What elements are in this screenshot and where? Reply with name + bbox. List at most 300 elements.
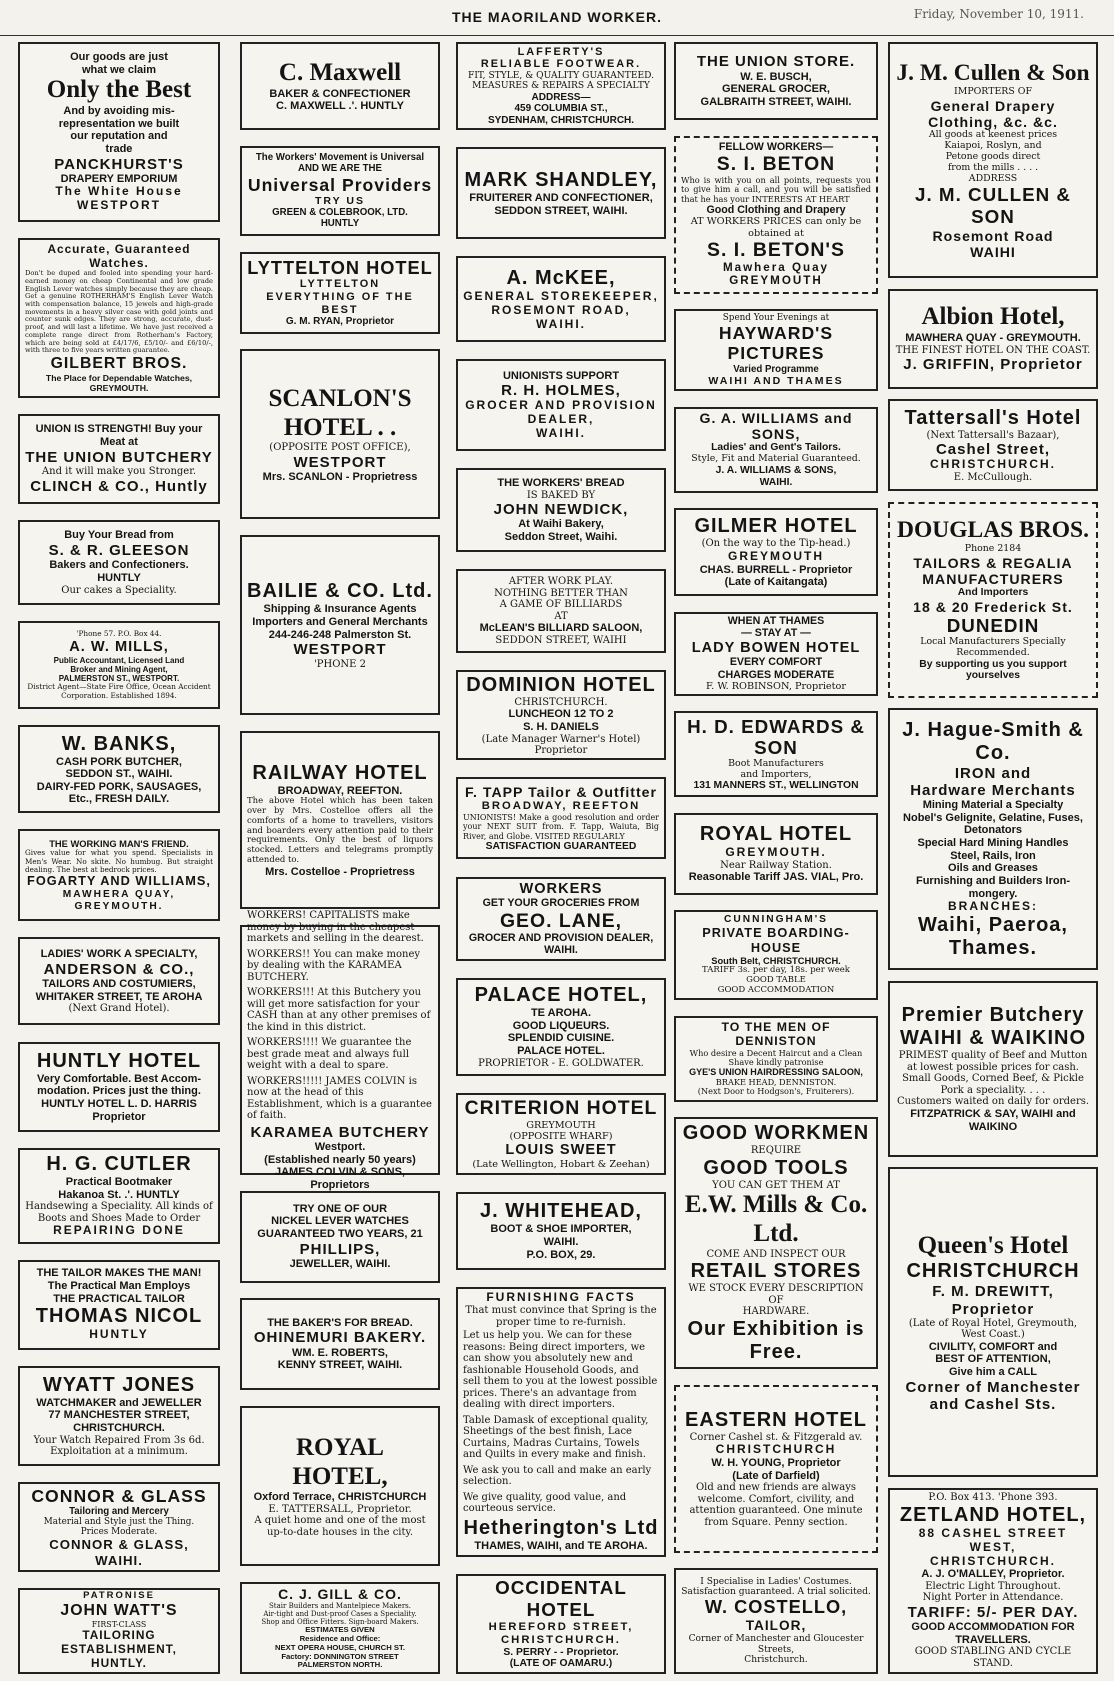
ad-text-line: H. D. EDWARDS & SON — [687, 715, 865, 759]
advertisement-tattersall — [888, 399, 1098, 491]
ad-text-line: G. M. RYAN, Proprietor — [285, 316, 395, 328]
ad-text-line: FURNISHING FACTS — [486, 1290, 636, 1305]
ad-text-line: The above Hotel which has been taken over by Mrs. Costelloe offers all the comforts of a home to travellers, visitors and boarders every attention paid to their requirements. Only the best of liquors stocked. Letters and telegrams promptly attended to. — [247, 796, 433, 865]
ad-body-text: Let us help you. We can for these reasons: Being direct importers, we can show you absolutely new and fashionable Household Goods, and sell them to you at the lowest possible prices. There's an advantage from dealing with direct importers. — [463, 1330, 658, 1411]
ad-text-line: TARIFF: 5/- PER DAY. — [907, 1603, 1079, 1621]
advertisement-nicol — [18, 1260, 220, 1350]
ad-text-line: ESTIMATES GIVEN — [305, 1624, 375, 1634]
advertisement-lafferty — [456, 42, 666, 130]
ad-text-line: And by avoiding mis- representation we built our reputation and trade — [58, 104, 180, 155]
advertisement-lady-bowen — [674, 612, 878, 696]
advertisement-karamea — [240, 910, 440, 1191]
ad-text-line: REPAIRING DONE — [53, 1223, 185, 1238]
ad-text-line: Stair Builders and Mantelpiece Makers. Air-tight and Dust-proof Cases a Speciality. Shop and Office Fitters. Sign-board Makers. — [261, 1601, 419, 1626]
ad-text-line: CIVILITY, COMFORT and BEST OF ATTENTION, Give him a CALL — [928, 1340, 1058, 1379]
ad-text-line: All goods at keenest prices — [928, 129, 1058, 141]
ad-text-line: FIRST-CLASS — [91, 1620, 147, 1630]
ad-text-line: Gives value for what you spend. Specialists in Men's Wear. No skite. No humbug. But straight dealing. The best at bedrock prices. — [25, 848, 213, 874]
ad-text-line: J. WHITEHEAD, — [480, 1200, 642, 1223]
advertisement-cullen — [888, 42, 1098, 278]
advertisement-palace — [456, 978, 666, 1076]
ad-text-line: A. W. MILLS, — [69, 638, 169, 655]
ad-text-line: And it will make you Stronger. — [41, 466, 197, 478]
ad-text-line: BROADWAY, REEFTON — [481, 800, 641, 813]
ad-text-line: CHRISTCHURCH. — [514, 696, 608, 708]
ad-text-line: S. H. DANIELS — [523, 721, 599, 734]
ad-text-line: TAILORS AND COSTUMIERS, WHITAKER STREET, TE AROHA — [35, 977, 203, 1003]
ad-text-line: The Place for Dependable Watches, GREYMOUTH. — [45, 373, 193, 394]
advertisement-mclean — [456, 569, 666, 653]
ad-text-line: HAYWARD'S PICTURES — [718, 323, 834, 364]
ad-text-line: GILBERT BROS. — [50, 355, 188, 373]
advertisement-huntly-hotel — [18, 1042, 220, 1132]
ad-text-line: Tailoring and Mercery — [69, 1506, 169, 1518]
ad-text-line: S. I. BETON'S — [707, 238, 845, 261]
ad-text-line: GILMER HOTEL — [694, 515, 858, 538]
ad-text-line: TE AROHA. — [530, 1007, 592, 1020]
ad-text-line: S. PERRY - - Proprietor. (LATE OF OAMARU.) — [503, 1646, 619, 1670]
ad-text-line: THAMES, WAIHI, and TE AROHA. — [474, 1539, 648, 1552]
advertisement-tapp — [456, 777, 666, 859]
ad-text-line: UNIONISTS! Make a good resolution and order your NEXT SUIT from. F. Tapp, Waiuta, Big River, and Globe. VISITED REGULARLY — [463, 813, 659, 841]
ad-text-line: EVERY COMFORT CHARGES MODERATE — [717, 656, 835, 681]
ad-text-line: Who desire a Decent Haircut and a Clean Shave kindly patronise — [689, 1047, 863, 1068]
ad-text-line: REQUIRE — [750, 1145, 802, 1157]
ad-text-line: FOGARTY AND WILLIAMS, — [27, 873, 211, 889]
ad-text-line: THE TAILOR MAKES THE MAN! — [36, 1267, 202, 1280]
ad-text-line: GOOD STABLING AND CYCLE STAND. — [914, 1646, 1072, 1669]
advertisement-douglas — [888, 502, 1098, 698]
ad-text-line: W. E. BUSCH, GENERAL GROCER, GALBRAITH STREET, WAIHI. — [700, 70, 852, 108]
advertisement-williams — [674, 407, 878, 493]
advertisement-providers — [240, 146, 440, 236]
ad-text-line: P.O. Box 413. 'Phone 393. — [928, 1492, 1058, 1504]
ad-text-line: UNIONISTS SUPPORT — [502, 369, 620, 382]
advertisement-ohinemuri — [240, 1298, 440, 1390]
advertisement-dominion — [456, 670, 666, 760]
ad-text-line: GROCER AND PROVISION DEALER, WAIHI. — [468, 931, 654, 957]
advertisement-hague — [888, 708, 1098, 970]
ad-text-line: The White House WESTPORT — [55, 184, 183, 213]
ad-text-line: Kaiapoi, Roslyn, and Petone goods direct from the mills . . . . — [944, 140, 1042, 173]
ad-text-line: GET YOUR GROCERIES FROM — [482, 897, 640, 910]
advertisement-mills — [18, 621, 220, 709]
ad-text-line: GREYMOUTH. — [725, 845, 827, 860]
ad-text-line: 'Phone 57. P.O. Box 44. — [76, 629, 162, 639]
ad-text-line: Cashel Street, — [935, 441, 1051, 459]
ad-text-line: CHRISTCHURCH. — [930, 457, 1056, 472]
ad-text-line: WAIHI AND THAMES — [708, 374, 844, 387]
ad-text-line: TAILORING ESTABLISHMENT, HUNTLY. — [61, 1628, 177, 1670]
ad-body-text: WORKERS!!! At this Butchery you will get more satisfaction for your CASH than at any other premises of the kind in this district. — [247, 987, 431, 1033]
ad-text-line: Rosemont Road WAIHI — [932, 227, 1054, 260]
ad-text-line: Public Accountant, Licensed Land Broker and Mining Agent, PALMERSTON ST., WESTPORT. — [53, 655, 185, 684]
ad-text-line: PRIMEST quality of Beef and Mutton at lowest possible prices for cash. Small Goods, Corned Beef, & Pickle Pork a speciality. . . . — [898, 1050, 1088, 1096]
ad-text-line: Your Watch Repaired From 3s 6d. Exploitation at a minimum. — [33, 1434, 205, 1458]
advertisement-anderson — [18, 937, 220, 1025]
ad-text-line: ANDERSON & CO., — [43, 960, 195, 978]
issue-date: Friday, November 10, 1911. — [913, 7, 1084, 21]
ad-text-line: WE STOCK EVERY DESCRIPTION OF HARDWARE. — [688, 1283, 864, 1318]
ad-text-line: Buy Your Bread from — [64, 529, 174, 542]
ad-text-line: TAILOR, — [745, 1618, 807, 1634]
ad-text-line: HEREFORD STREET, CHRISTCHURCH. — [488, 1620, 634, 1646]
advertisement-lane — [456, 877, 666, 961]
ad-text-line: CONNOR & GLASS — [31, 1485, 207, 1506]
column-3 — [456, 42, 666, 1674]
ad-text-line: BAKER & CONFECTIONER — [269, 87, 411, 100]
ad-text-line: CLINCH & CO., Huntly — [30, 477, 208, 495]
ad-text-line: Westport. (Established nearly 50 years) JAMES COLVIN & SONS, Proprietors — [264, 1140, 416, 1191]
ad-text-line: WATCHMAKER and JEWELLER 77 MANCHESTER STREET, CHRISTCHURCH. — [36, 1396, 202, 1434]
ad-text-line: Mining Material a Specialty Nobel's Gelignite, Gelatine, Fuses, Detonators Special Hard Mining Handles Steel, Rails, Iron Oils and Greases Furnishing and Builders Iron- mongery. — [903, 799, 1083, 900]
ad-text-line: THOMAS NICOL — [35, 1305, 203, 1328]
ad-text-line: FRUITERER AND CONFECTIONER, SEDDON STREET, WAIHI. — [469, 191, 653, 217]
ad-text-line: The Practical Man Employs THE PRACTICAL TAILOR — [47, 1279, 191, 1305]
ad-text-line: ADDRESS— 459 COLUMBIA ST., SYDENHAM, CHRISTCHURCH. — [487, 91, 635, 126]
ad-text-line: Premier Butchery WAIHI & WAIKINO — [899, 1004, 1087, 1050]
ad-text-line: IS BAKED BY — [526, 489, 596, 501]
ad-text-line: Who is with you on all points, requests you to give him a call, and you will be satisfied that he has your INTERESTS AT HEART — [681, 174, 871, 204]
ad-text-line: UNION IS STRENGTH! Buy your Meat at — [35, 423, 203, 449]
ad-text-line: The Workers' Movement is Universal AND WE ARE THE — [255, 152, 425, 175]
ad-text-line: J. M. Cullen & Son — [896, 60, 1090, 87]
ad-text-line: Customers waited on daily for orders. — [896, 1096, 1090, 1108]
column-4 — [674, 42, 878, 1674]
ad-text-line: Boot Manufacturers and Importers, — [728, 757, 824, 780]
ad-text-line: (OPPOSITE POST OFFICE), — [269, 442, 411, 454]
ad-text-line: GYE'S UNION HAIRDRESSING SALOON, — [689, 1067, 863, 1078]
ad-text-line: DOMINION HOTEL — [466, 673, 656, 696]
ad-text-line: JOHN NEWDICK, — [493, 501, 629, 519]
ad-text-line: GREEN & COLEBROOK, LTD. HUNTLY — [272, 206, 408, 230]
ad-text-line: 88 CASHEL STREET WEST, CHRISTCHURCH. — [918, 1525, 1068, 1568]
ad-text-line: South Belt, CHRISTCHURCH. — [711, 955, 841, 966]
advertisement-criterion — [456, 1093, 666, 1175]
ad-text-line: LAFFERTY'S RELIABLE FOOTWEAR. — [480, 45, 642, 71]
advertisement-watt — [18, 1588, 220, 1674]
ad-text-line: S. I. BETON — [716, 153, 836, 176]
ad-body-text: We ask you to call and make an early selection. — [463, 1464, 652, 1488]
ad-text-line: RETAIL STORES — [690, 1260, 862, 1283]
ad-text-line: Style, Fit and Material Guaranteed. — [691, 453, 861, 465]
ad-text-line: BAILIE & CO. Ltd. — [247, 580, 433, 603]
ad-text-line: FITZPATRICK & SAY, WAIHI and WAIKINO — [910, 1107, 1076, 1133]
ad-body-text: WORKERS!!!!! JAMES COLVIN is now at the head of this Establishment, which is a guarantee of faith. — [247, 1075, 432, 1122]
advertisement-fogarty — [18, 829, 220, 921]
ad-text-line: CHRISTCHURCH — [715, 1442, 837, 1457]
ad-text-line: G. A. WILLIAMS and SONS, — [699, 410, 853, 443]
ad-text-line: 18 & 20 Frederick St. — [913, 599, 1073, 616]
ad-text-line: Reasonable Tariff JAS. VIAL, Pro. — [688, 871, 864, 884]
ad-text-line: OCCIDENTAL HOTEL — [495, 1577, 627, 1620]
ad-text-line: OHINEMURI BAKERY. — [253, 1329, 427, 1347]
ad-text-line: Good Clothing and Drapery — [706, 204, 846, 217]
advertisement-occidental — [456, 1574, 666, 1674]
ad-text-line: Near Railway Station. — [720, 859, 832, 871]
ad-text-line: Practical Bootmaker Hakanoa St. .'. HUNTLY — [58, 1176, 180, 1201]
ad-text-line: And Importers — [957, 587, 1029, 599]
ad-text-line: SCANLON'S HOTEL . . — [268, 384, 412, 441]
ad-text-line: TRY US — [314, 194, 366, 207]
advertisement-bailie — [240, 535, 440, 715]
advertisement-busch — [674, 42, 878, 120]
ad-text-line: GREYMOUTH — [728, 548, 824, 563]
ad-text-line: HUNTLY HOTEL L. D. HARRIS Proprietor — [41, 1098, 197, 1123]
ad-text-line: E. TATTERSALL, Proprietor. — [268, 1503, 412, 1515]
ad-text-line: THE WORKERS' BREAD — [497, 476, 625, 489]
ad-text-line: Shipping & Insurance Agents Importers and General Merchants — [252, 603, 428, 628]
ad-text-line: SATISFACTION GUARANTEED — [485, 840, 637, 852]
ad-text-line: TAILORS & REGALIA MANUFACTURERS — [913, 554, 1073, 588]
ad-text-line: 'PHONE 2 — [314, 658, 366, 670]
ad-text-line: CASH PORK BUTCHER, SEDDON ST., WAIHI. — [56, 755, 182, 781]
ad-text-line: At Waihi Bakery, Seddon Street, Waihi. — [504, 518, 618, 543]
ad-text-line: ZETLAND HOTEL, — [899, 1503, 1087, 1526]
ad-text-line: BRAKE HEAD, DENNISTON. (Next Door to Hodgson's, Fruiterers). — [697, 1076, 855, 1097]
ad-text-line: DRAPERY EMPORIUM — [60, 172, 178, 185]
advertisement-union-butchery — [18, 414, 220, 504]
ad-text-line: H. G. CUTLER — [46, 1153, 192, 1176]
ad-text-line: C. J. GILL & CO. — [278, 1585, 402, 1602]
ad-text-line: J. M. CULLEN & SON — [915, 184, 1071, 227]
ad-text-line: LYTTELTON HOTEL — [247, 257, 433, 278]
ad-text-line: ADDRESS — [968, 172, 1018, 184]
ad-text-line: Our Exhibition is Free. — [687, 1317, 865, 1363]
ad-text-line: (Late Wellington, Hobart & Zeehan) — [472, 1158, 650, 1170]
ad-text-line: District Agent—State Fire Office, Ocean Accident Corporation. Established 1894. — [27, 682, 211, 700]
ad-text-line: RAILWAY HOTEL — [252, 761, 428, 784]
ad-text-line: AFTER WORK PLAY. NOTHING BETTER THAN A GAME OF BILLIARDS AT — [494, 576, 628, 622]
ad-text-line: Mrs. Costelloe - Proprietress — [265, 865, 415, 878]
ad-text-line: WM. E. ROBERTS, KENNY STREET, WAIHI. — [277, 1346, 403, 1372]
ad-text-line: F. W. ROBINSON, Proprietor — [705, 680, 847, 692]
ad-text-line: WESTPORT — [293, 641, 387, 659]
ad-text-line: AT WORKERS PRICES can only be obtained at — [690, 216, 862, 239]
advertisement-gye — [674, 1016, 878, 1102]
ad-text-line: ROYAL HOTEL — [699, 823, 853, 846]
advertisement-hayward — [674, 309, 878, 391]
ad-text-line: TO THE MEN OF DENNISTON — [721, 1020, 831, 1049]
advertisement-gilmer — [674, 508, 878, 596]
ad-text-line: LYTTELTON EVERYTHING OF THE BEST — [266, 278, 414, 316]
ad-text-line: C. MAXWELL .'. HUNTLY — [276, 100, 404, 113]
advertisement-costello — [674, 1568, 878, 1674]
ad-text-line: FIT, STYLE, & QUALITY GUARANTEED. MEASURES & REPAIRS A SPECIALTY — [468, 70, 654, 92]
ad-text-line: Only the Best — [46, 76, 192, 104]
ad-text-line: Mrs. SCANLON - Proprietress — [262, 471, 418, 484]
ad-text-line: (Late of Royal Hotel, Greymouth, West Coast.) — [908, 1317, 1078, 1341]
ad-text-line: McLEAN'S BILLIARD SALOON, — [479, 622, 643, 635]
ad-text-line: A quiet home and one of the most up-to-date houses in the city. — [254, 1515, 426, 1538]
ad-text-line: PRIVATE BOARDING-HOUSE — [702, 925, 850, 955]
ad-text-line: GEO. LANE, — [499, 909, 623, 932]
ad-text-line: IRON and Hardware Merchants — [910, 764, 1076, 799]
advertisement-newdick — [456, 468, 666, 552]
ad-text-line: Tattersall's Hotel — [904, 406, 1082, 429]
ad-text-line: Accurate, Guaranteed Watches. — [47, 241, 191, 270]
advertisement-eastern — [674, 1385, 878, 1553]
ad-text-line: F. TAPP Tailor & Outfitter — [465, 784, 657, 801]
masthead — [0, 0, 1114, 36]
ad-text-line: BOOT & SHOE IMPORTER, WAIHI. — [490, 1223, 632, 1248]
ad-text-line: Handsewing a Speciality. All kinds of Boots and Shoes Made to Order — [25, 1201, 213, 1224]
ad-text-line: I Specialise in Ladies' Costumes. Satisfaction guaranteed. A trial solicited. — [681, 1576, 871, 1597]
ad-text-line: W. H. YOUNG, Proprietor (Late of Darfield) — [711, 1457, 841, 1482]
ad-text-line: EASTERN HOTEL — [685, 1408, 867, 1431]
ad-text-line: CHRISTCHURCH — [906, 1260, 1080, 1283]
ad-text-line: J. Hague-Smith & Co. — [902, 718, 1084, 764]
column-5 — [888, 42, 1098, 1674]
ad-text-line: TARIFF 3s. per day, 18s. per week GOOD TABLE GOOD ACCOMMODATION — [702, 965, 850, 995]
ad-text-line: THE UNION STORE. — [696, 53, 856, 71]
ad-text-line: JEWELLER, WAIHI. — [289, 1257, 391, 1270]
ad-text-line: CONNOR & GLASS, WAIHI. — [49, 1537, 189, 1568]
ad-text-line: That must convince that Spring is the proper time to re-furnish. — [465, 1305, 657, 1328]
ad-text-line: E. McCullough. — [953, 472, 1033, 484]
ad-text-line: CHAS. BURRELL - Proprietor (Late of Kaitangata) — [699, 563, 853, 589]
advertisement-gill — [240, 1582, 440, 1674]
ad-text-line: Local Manufacturers Specially Recommended. — [920, 635, 1066, 658]
ad-text-line: ROYAL HOTEL, — [292, 1433, 388, 1490]
ad-text-line: Waihi, Paeroa, Thames. — [918, 913, 1068, 959]
advertisement-ewmills — [674, 1117, 878, 1369]
ad-text-line: 131 MANNERS ST., WELLINGTON — [693, 780, 859, 792]
advertisement-scanlon — [240, 349, 440, 519]
ad-text-line: BROADWAY, REEFTON. — [277, 784, 403, 797]
ad-text-line: S. & R. GLEESON — [48, 541, 190, 559]
ad-text-line: J. GRIFFIN, Proprietor — [903, 356, 1083, 374]
ad-text-line: A. McKEE, — [506, 266, 616, 289]
ad-text-line: COME AND INSPECT OUR — [706, 1248, 846, 1260]
ad-text-line: JOHN WATT'S — [60, 1602, 178, 1620]
ad-text-line: Electric Light Throughout. Night Porter in Attendance. — [922, 1580, 1064, 1604]
ad-text-line: YOU CAN GET THEM AT — [712, 1179, 840, 1191]
ad-text-line: (Next Tattersall's Bazaar), — [926, 429, 1060, 441]
ad-text-line: LOUIS SWEET — [505, 1142, 617, 1158]
ad-text-line: (Late Manager Warner's Hotel) Proprietor — [481, 733, 641, 757]
advertisement-zetland — [888, 1488, 1098, 1674]
ad-text-line: By supporting us you support yourselves — [919, 658, 1067, 682]
ad-text-line: Phone 2184 — [964, 543, 1022, 555]
ad-text-line: Our cakes a Speciality. — [61, 584, 177, 596]
ad-text-line: DOUGLAS BROS. — [897, 517, 1089, 544]
ad-text-line: WESTPORT — [293, 453, 387, 471]
ad-text-line: THE BAKER'S FOR BREAD. — [267, 1316, 413, 1329]
advertisement-connor — [18, 1482, 220, 1572]
ad-text-line: P.O. BOX, 29. — [526, 1248, 596, 1261]
ad-text-line: MAWHERA QUAY, GREYMOUTH. — [62, 888, 176, 912]
ad-text-line: W. BANKS, — [61, 732, 177, 755]
ad-text-line: LADIES' WORK A SPECIALTY, — [40, 948, 198, 961]
ad-text-line: Corner Cashel st. & Fitzgerald av. — [689, 1431, 863, 1443]
advertisement-queens — [888, 1167, 1098, 1477]
ad-text-line: Very Comfortable. Best Accom- modation. Prices just the thing. — [36, 1072, 202, 1098]
ad-text-line: 244-246-248 Palmerston St. — [268, 628, 412, 641]
ad-text-line: R. H. HOLMES, — [501, 382, 621, 400]
ad-text-line: W. COSTELLO, — [704, 1597, 848, 1618]
ad-text-line: HUNTLY — [89, 1327, 149, 1342]
ad-text-line: Corner of Manchester and Cashel Sts. — [905, 1378, 1081, 1413]
advertisement-whitehead — [456, 1192, 666, 1270]
advertisement-maxwell — [240, 42, 440, 130]
ad-text-line: GOOD ACCOMMODATION FOR TRAVELLERS. — [911, 1621, 1075, 1646]
ad-text-line: Spend Your Evenings at — [722, 313, 830, 324]
ad-text-line: General Drapery Clothing, &c. &c. — [928, 97, 1058, 131]
newspaper-title: THE MAORILAND WORKER. — [452, 9, 662, 25]
advertisement-royal-chch — [240, 1406, 440, 1566]
ad-text-line: A. J. O'MALLEY, Proprietor. — [921, 1568, 1065, 1581]
advertisement-holmes — [456, 359, 666, 451]
ad-text-line: GOOD TOOLS — [703, 1156, 849, 1179]
ad-text-line: LUNCHEON 12 TO 2 — [508, 708, 614, 721]
ad-text-line: F. M. DREWITT, Proprietor — [932, 1283, 1054, 1318]
ad-text-line: (On the way to the Tip-head.) — [701, 538, 851, 550]
ad-text-line: Hetherington's Ltd — [463, 1516, 659, 1539]
ad-body-text: WORKERS!! You can make money by dealing with the KARAMEA BUTCHERY. — [247, 948, 421, 983]
ad-body-text: We give quality, good value, and courteous service. — [463, 1491, 627, 1515]
ad-body-text: WORKERS!!!! We guarantee the best grade meat and always full weight with a deal to spare. — [247, 1037, 412, 1072]
ad-text-line: PATRONISE — [83, 1590, 155, 1602]
ad-text-line: Material and Style just the Thing. Prices Moderate. — [43, 1517, 195, 1538]
advertisement-albion — [888, 289, 1098, 389]
ad-text-line: Residence and Office: NEXT OPERA HOUSE, CHURCH ST. Factory: DONNINGTON STREET PALMERSTON NORTH. — [275, 1633, 405, 1670]
advertisement-panckhurst — [18, 42, 220, 222]
advertisement-edwards — [674, 711, 878, 797]
ad-text-line: PANCKHURST'S — [54, 155, 184, 173]
ad-text-line: HUNTLY HOTEL — [36, 1049, 202, 1072]
ad-text-line: GOOD WORKMEN — [682, 1122, 870, 1145]
ad-body-text: Table Damask of exceptional quality, Sheetings of the best finish, Lace Curtains, Madras Curtains, Towels and Quilts in every make and finish. — [463, 1414, 649, 1461]
ad-text-line: SEDDON STREET, WAIHI — [495, 634, 627, 646]
advertisement-royal-grey — [674, 813, 878, 895]
advertisement-wyatt — [18, 1366, 220, 1466]
advertisement-shandley — [456, 147, 666, 239]
advertisement-premier — [888, 981, 1098, 1157]
advertisement-phillips — [240, 1191, 440, 1283]
ad-text-line: WHEN AT THAMES — STAY AT — — [727, 615, 825, 640]
ad-text-line: KARAMEA BUTCHERY — [250, 1123, 430, 1141]
ad-text-line: Mawhera Quay GREYMOUTH — [722, 261, 830, 288]
ad-text-line: WORKERS — [519, 880, 603, 897]
ad-text-line: Varied Programme — [733, 363, 819, 375]
ad-text-line: Ladies' and Gent's Tailors. — [711, 442, 841, 454]
ad-text-line: BRANCHES: — [948, 899, 1038, 914]
ad-text-line: THE WORKING MAN'S FRIEND. — [49, 838, 189, 849]
ad-text-line: GROCER AND PROVISION DEALER, WAIHI. — [465, 398, 657, 441]
ad-text-line: CRITERION HOTEL — [464, 1097, 658, 1120]
ad-text-line: WYATT JONES — [42, 1373, 196, 1396]
ad-text-line: PHILLIPS, — [299, 1240, 381, 1258]
ad-text-line: C. Maxwell — [278, 58, 402, 86]
ad-text-line: Our goods are just what we claim — [70, 50, 168, 76]
ad-text-line: Don't be duped and fooled into spending your hard-earned money on cheap Continental and low grade English Lever watches simply because they are cheap. Get a genuine ROTHERHAM'S English Lever Watch with compensation balance, 15 jewels and high-grade movements in a heavy silver case with gold joints and counter sunk edges. They are strong, accurate, dust-proof, and will last a lifetime. We have just received a complete range direct from Rotherham's Factory, which are being sold at £4/17/6, £5/10/- and £6/10/-, with three to five years written guarantee. — [25, 269, 213, 355]
advertisement-railway — [240, 731, 440, 909]
ad-text-line: DAIRY-FED PORK, SAUSAGES, Etc., FRESH DAILY. — [36, 780, 202, 806]
ad-text-line: DUNEDIN — [946, 615, 1040, 637]
ad-text-line: GUARANTEED TWO YEARS, 21 — [257, 1227, 423, 1240]
ad-text-line: THE UNION BUTCHERY — [25, 448, 213, 466]
ad-text-line: FELLOW WORKERS— — [718, 141, 834, 154]
ad-text-line: Corner of Manchester and Gloucester Streets, Christchurch. — [688, 1634, 864, 1665]
ad-text-line: PALACE HOTEL. — [517, 1044, 605, 1057]
advertisement-cunningham — [674, 910, 878, 1000]
ad-text-line: MARK SHANDLEY, — [464, 168, 658, 191]
ad-text-line: Queen's Hotel — [917, 1231, 1069, 1259]
advertisement-cutler — [18, 1148, 220, 1244]
advertisement-gleeson — [18, 520, 220, 605]
advertisement-banks — [18, 725, 220, 813]
